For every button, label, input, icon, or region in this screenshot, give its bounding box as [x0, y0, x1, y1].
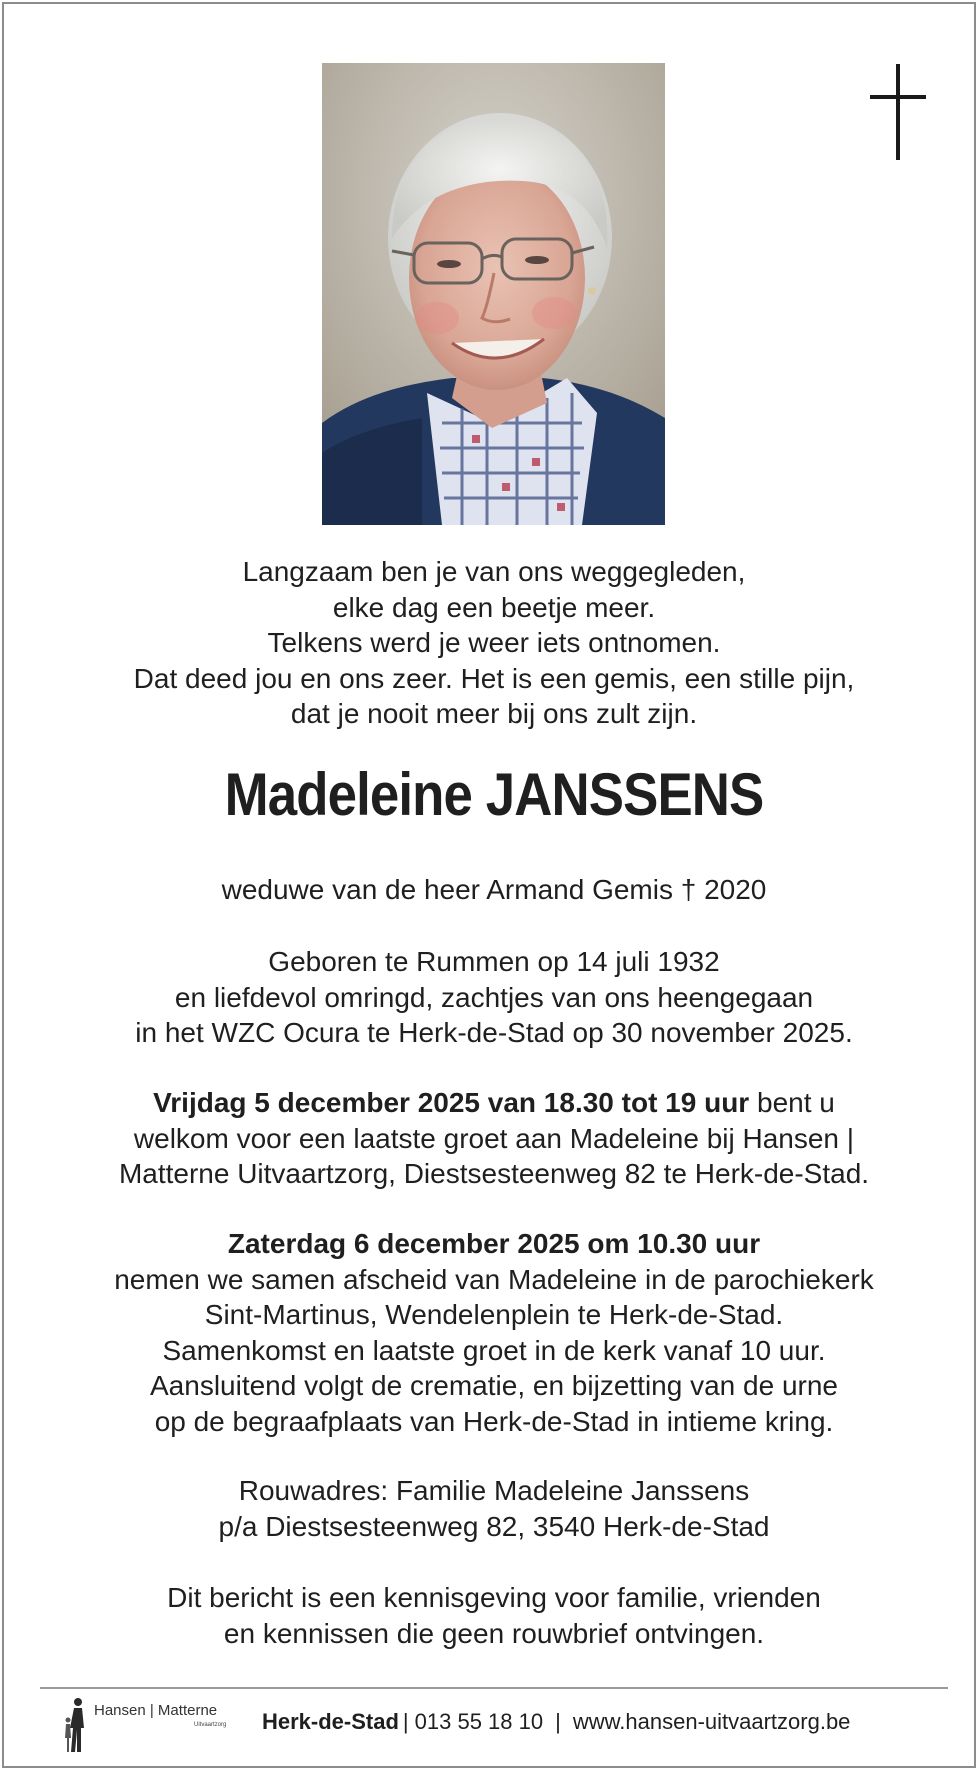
- footer-city: Herk-de-Stad: [262, 1709, 399, 1734]
- funeral-details: [44, 1226, 944, 1439]
- widow-line: [44, 872, 944, 908]
- logo-subtitle: Uitvaartzorg: [194, 1722, 227, 1728]
- footer-website-link[interactable]: www.hansen-uitvaartzorg.be: [572, 1709, 851, 1734]
- visitation-line1-rest: bent u: [749, 1087, 835, 1118]
- birth-details: [44, 944, 944, 1051]
- cross-icon: [870, 64, 926, 164]
- funeral-line: Aansluitend volgt de crematie, en bijzetting van de urne: [150, 1370, 838, 1401]
- portrait-photo: [322, 63, 665, 525]
- widow-text: weduwe van de heer Armand Gemis † 2020: [221, 874, 767, 905]
- funeral-line: op de begraafplaats van Herk-de-Stad in intieme kring.: [154, 1405, 834, 1437]
- birth-line: Geboren te Rummen op 14 juli 1932: [268, 946, 720, 977]
- address-line: Rouwadres: Familie Madeleine Janssens: [238, 1475, 750, 1506]
- address-line: p/a Diestsesteenweg 82, 3540 Herk-de-Stad: [218, 1510, 770, 1542]
- visitation-line: welkom voor een laatste groet aan Madeleine bij Hansen |: [133, 1122, 855, 1154]
- funeral-line: Sint-Martinus, Wendelenplein te Herk-de-Stad.: [204, 1299, 784, 1330]
- visitation-when: Vrijdag 5 december 2025 van 18.30 tot 19 uur: [153, 1087, 750, 1118]
- notice-text: [44, 1580, 944, 1651]
- poem: [44, 554, 944, 732]
- footer-separator: |: [555, 1709, 561, 1734]
- logo-brand: Hansen | Matterne: [94, 1702, 218, 1719]
- funeral-line: Samenkomst en laatste groet in de kerk vanaf 10 uur.: [162, 1334, 826, 1366]
- footer-contact: [262, 1709, 850, 1735]
- deceased-name: Madeleine JANSSENS: [224, 761, 764, 828]
- poem-line: Dat deed jou en ons zeer. Het is een gemis, een stille pijn,: [133, 662, 855, 694]
- funeral-line: nemen we samen afscheid van Madeleine in de parochiekerk: [114, 1263, 874, 1295]
- poem-line: elke dag een beetje meer.: [332, 591, 656, 623]
- poem-line: dat je nooit meer bij ons zult zijn.: [290, 698, 698, 729]
- birth-line: in het WZC Ocura te Herk-de-Stad op 30 november 2025.: [135, 1017, 853, 1048]
- funeral-home-logo: [60, 1692, 244, 1758]
- footer-divider: [40, 1687, 948, 1689]
- visitation-line: Matterne Uitvaartzorg, Diestsesteenweg 82 te Herk-de-Stad.: [118, 1158, 870, 1189]
- notice-line: Dit bericht is een kennisgeving voor familie, vrienden: [167, 1582, 821, 1613]
- footer-phone[interactable]: 013 55 18 10: [414, 1709, 544, 1734]
- footer-separator: |: [402, 1709, 409, 1734]
- funeral-when: Zaterdag 6 december 2025 om 10.30 uur: [227, 1228, 761, 1259]
- visitation-first-line: [44, 1085, 944, 1121]
- notice-line: en kennissen die geen rouwbrief ontvingen.: [223, 1617, 765, 1649]
- visitation-details: [44, 1085, 944, 1192]
- poem-line: Langzaam ben je van ons weggegleden,: [242, 556, 746, 587]
- mourning-address: [44, 1473, 944, 1544]
- figure-icon: [62, 1694, 92, 1756]
- birth-line: en liefdevol omringd, zachtjes van ons heengegaan: [174, 981, 814, 1013]
- death-notice-card: [2, 2, 976, 1768]
- poem-line: Telkens werd je weer iets ontnomen.: [267, 627, 721, 658]
